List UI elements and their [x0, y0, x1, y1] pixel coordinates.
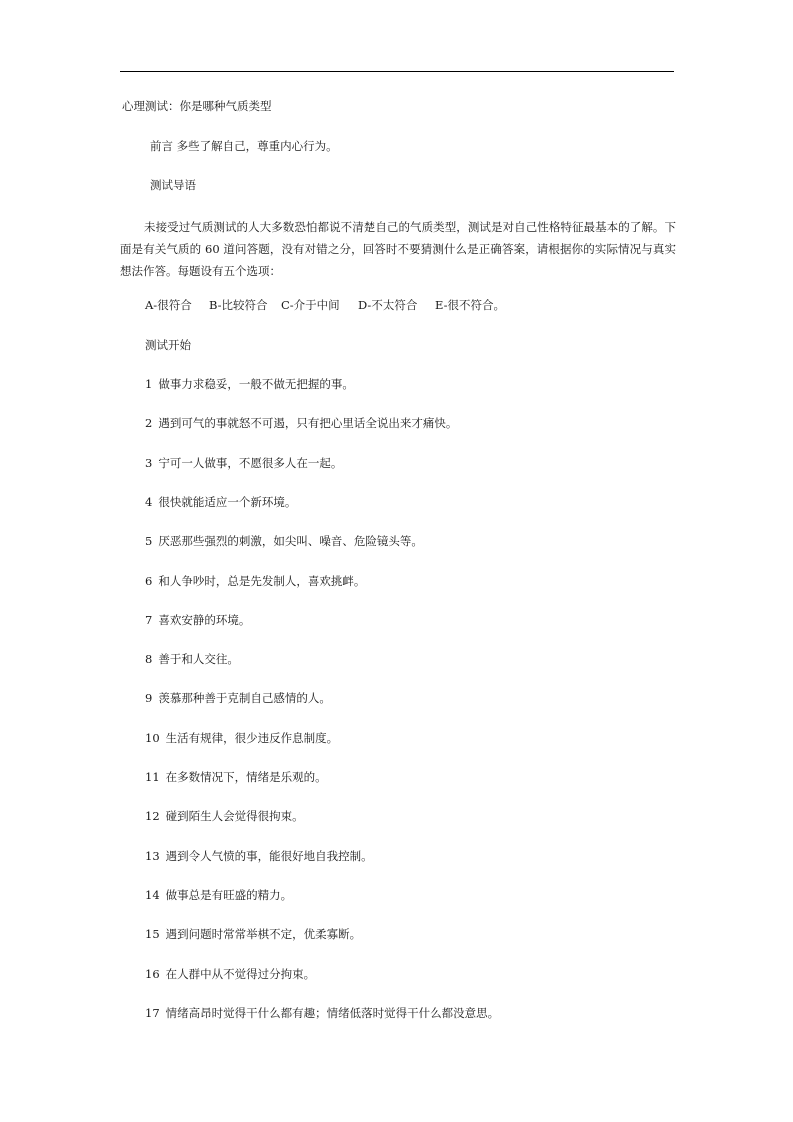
question-number: 3	[145, 455, 153, 470]
question-number: 7	[145, 612, 153, 627]
question-number: 5	[145, 534, 153, 549]
question-text: 遇到问题时常常举棋不定，优柔寡断。	[165, 927, 362, 942]
question-item	[145, 416, 457, 430]
answer-options	[145, 298, 505, 312]
question-item	[145, 456, 342, 470]
question-number: 8	[145, 652, 153, 667]
start-heading: 测试开始	[145, 338, 191, 352]
question-text: 做事力求稳妥，一般不做无把握的事。	[158, 377, 354, 391]
question-text: 很快就能适应一个新环境。	[158, 494, 297, 509]
header-rule	[120, 71, 674, 72]
question-item	[145, 574, 365, 588]
question-number: 11	[145, 770, 160, 784]
option-e: E-很不符合。	[435, 298, 505, 312]
question-number: 14	[145, 887, 160, 902]
question-number: 9	[145, 691, 153, 706]
question-text: 在人群中从不觉得过分拘束。	[165, 966, 316, 981]
intro-heading: 测试导语	[150, 178, 196, 192]
question-text: 在多数情况下，情绪是乐观的。	[165, 770, 327, 784]
question-text: 生活有规律，很少违反作息制度。	[165, 730, 339, 745]
question-item	[145, 809, 304, 823]
question-number: 4	[145, 494, 153, 509]
question-number: 6	[145, 573, 153, 588]
question-item	[145, 613, 250, 627]
question-item	[145, 1006, 499, 1020]
question-item	[145, 377, 354, 391]
question-item	[145, 967, 315, 981]
question-item	[145, 849, 373, 863]
question-number: 10	[145, 730, 160, 745]
question-text: 做事总是有旺盛的精力。	[165, 887, 293, 902]
question-text: 遇到可气的事就怒不可遏，只有把心里话全说出来才痛快。	[158, 416, 458, 431]
option-b: B-比较符合	[209, 298, 268, 312]
question-text: 善于和人交往。	[158, 652, 239, 667]
question-item	[145, 652, 239, 666]
question-item	[145, 770, 327, 784]
question-item	[145, 691, 331, 705]
question-item	[145, 731, 338, 745]
question-item	[145, 534, 423, 548]
intro-paragraph: 未接受过气质测试的人大多数恐怕都说不清楚自己的气质类型，测试是对自己性格特征最基本的了解。下面是有关气质的 60 道问答题，没有对错之分，回答时不要猜测什么是正确答案，请根据你的实际情况与真实想法作答。每题设有五个选项：	[120, 220, 676, 278]
question-text: 遇到令人气愤的事，能很好地自我控制。	[165, 848, 373, 863]
preface: 前言 多些了解自己，尊重内心行为。	[150, 139, 338, 153]
question-number: 17	[145, 1005, 160, 1020]
question-text: 厌恶那些强烈的刺激，如尖叫、噪音、危险镜头等。	[158, 534, 423, 549]
document-title: 心理测试：你是哪种气质类型	[122, 99, 272, 113]
option-c: C-介于中间	[281, 298, 340, 312]
question-number: 12	[145, 809, 160, 824]
question-text: 羡慕那种善于克制自己感情的人。	[158, 691, 331, 706]
question-text: 宁可一人做事，不愿很多人在一起。	[158, 455, 343, 470]
question-number: 13	[145, 848, 160, 863]
question-number: 1	[145, 377, 153, 391]
option-a: A-很符合	[145, 298, 192, 312]
question-number: 2	[145, 416, 153, 431]
option-d: D-不太符合	[358, 298, 418, 312]
question-text: 碰到陌生人会觉得很拘束。	[165, 809, 304, 824]
question-text: 喜欢安静的环境。	[158, 612, 251, 627]
question-item	[145, 927, 361, 941]
question-item	[145, 888, 292, 902]
question-number: 16	[145, 966, 160, 981]
question-text: 和人争吵时，总是先发制人，喜欢挑衅。	[158, 573, 366, 588]
question-item	[145, 495, 296, 509]
question-text: 情绪高昂时觉得干什么都有趣；情绪低落时觉得干什么都没意思。	[165, 1005, 500, 1020]
question-number: 15	[145, 927, 160, 942]
